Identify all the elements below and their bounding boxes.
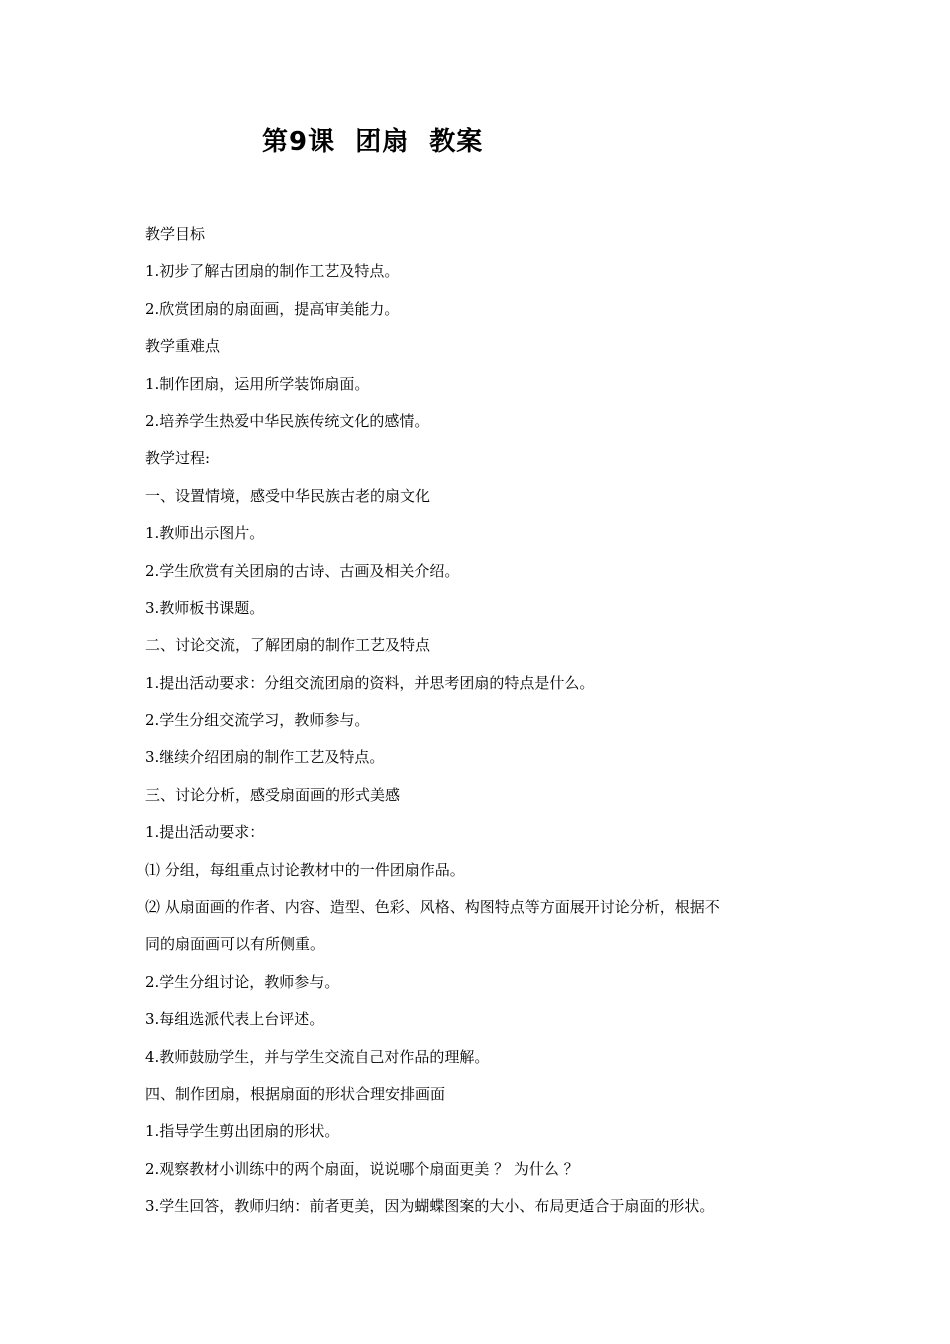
process-step-item: 3.教师板书课题。 bbox=[145, 598, 265, 617]
objective-item: 2.欣赏团扇的扇面画，提高审美能力。 bbox=[145, 299, 400, 318]
key-point-item: 2.培养学生热爱中华民族传统文化的感情。 bbox=[145, 411, 430, 430]
process-step-item: 2.学生分组交流学习，教师参与。 bbox=[145, 711, 370, 730]
process-sub-item: ⑴ 分组，每组重点讨论教材中的一件团扇作品。 bbox=[145, 860, 465, 879]
process-step-item: 1.提出活动要求： bbox=[145, 823, 265, 842]
process-step-heading: 二、讨论交流，了解团扇的制作工艺及特点 bbox=[145, 636, 431, 655]
process-step-item: 1.提出活动要求：分组交流团扇的资料，并思考团扇的特点是什么。 bbox=[145, 673, 595, 692]
process-sub-item-continued: 同的扇面画可以有所侧重。 bbox=[145, 935, 326, 954]
process-step-item: 1.教师出示图片。 bbox=[145, 524, 265, 543]
objective-item: 1.初步了解古团扇的制作工艺及特点。 bbox=[145, 262, 400, 281]
document-title: 第9课 团扇 教案 bbox=[262, 127, 484, 157]
process-step-heading: 三、讨论分析，感受扇面画的形式美感 bbox=[145, 785, 401, 804]
section-heading-objectives: 教学目标 bbox=[145, 225, 206, 243]
document-body bbox=[145, 216, 815, 1226]
section-heading-process: 教学过程: bbox=[145, 449, 211, 468]
process-step-item: 4.教师鼓励学生，并与学生交流自己对作品的理解。 bbox=[145, 1047, 490, 1066]
process-step-item: 2.学生欣赏有关团扇的古诗、古画及相关介绍。 bbox=[145, 561, 460, 580]
process-step-item: 3.每组选派代表上台评述。 bbox=[145, 1010, 325, 1029]
process-step-heading: 一、设置情境，感受中华民族古老的扇文化 bbox=[145, 486, 431, 505]
process-step-item: 3.继续介绍团扇的制作工艺及特点。 bbox=[145, 748, 385, 767]
process-step-item: 1.指导学生剪出团扇的形状。 bbox=[145, 1122, 340, 1141]
key-point-item: 1.制作团扇，运用所学装饰扇面。 bbox=[145, 374, 370, 393]
process-step-item: 2.观察教材小训练中的两个扇面，说说哪个扇面更美 ？ 为什么 ？ bbox=[145, 1159, 579, 1178]
process-step-item: 2.学生分组讨论，教师参与。 bbox=[145, 972, 340, 991]
section-heading-key-points: 教学重难点 bbox=[145, 337, 221, 356]
process-sub-item: ⑵ 从扇面画的作者、内容、造型、色彩、风格、构图特点等方面展开讨论分析，根据不 bbox=[145, 898, 720, 917]
process-step-item: 3.学生回答，教师归纳：前者更美，因为蝴蝶图案的大小、布局更适合于扇面的形状。 bbox=[145, 1197, 715, 1216]
process-step-heading: 四、制作团扇，根据扇面的形状合理安排画面 bbox=[145, 1084, 446, 1103]
